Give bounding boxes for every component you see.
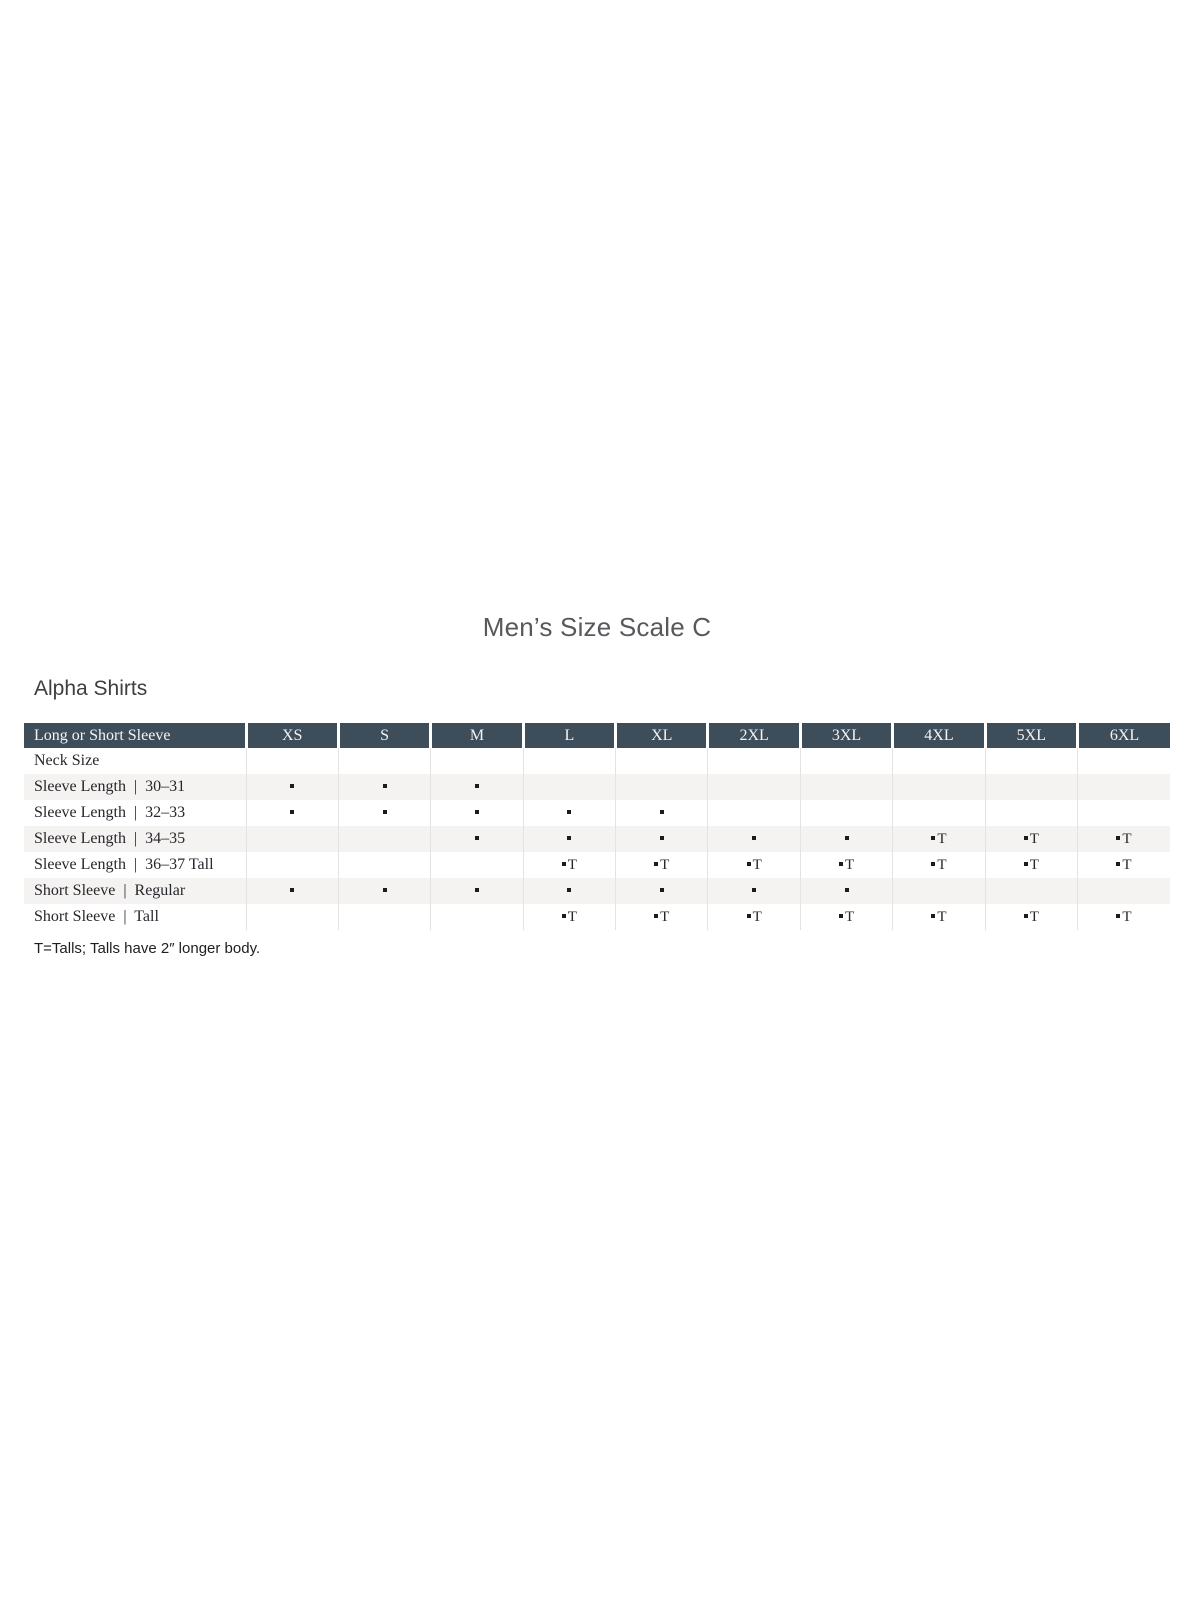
- size-cell: [431, 826, 523, 852]
- size-cell: [985, 904, 1077, 930]
- size-cell: [616, 904, 708, 930]
- dot-marker: [1116, 914, 1120, 918]
- tall-marker: T: [567, 857, 577, 873]
- column-header: 5XL: [985, 723, 1077, 748]
- dot-marker: [1116, 836, 1120, 840]
- dot-marker: [1116, 862, 1120, 866]
- page-title: Men’s Size Scale C: [482, 612, 712, 642]
- dot-marker: [1024, 836, 1028, 840]
- table-row: [24, 748, 1170, 774]
- tall-marker: T: [567, 909, 577, 925]
- dot-marker: [747, 862, 751, 866]
- size-cell: [985, 748, 1077, 774]
- column-header: 6XL: [1078, 723, 1170, 748]
- size-cell: [523, 852, 615, 878]
- dot-marker: [1024, 914, 1028, 918]
- size-cell: [893, 774, 985, 800]
- size-cell: [1078, 904, 1170, 930]
- size-cell: [246, 878, 338, 904]
- dot-marker: [845, 888, 849, 892]
- table-row: [24, 852, 1170, 878]
- size-cell: [246, 800, 338, 826]
- dot-marker: [1024, 862, 1028, 866]
- size-cell: [1078, 878, 1170, 904]
- tall-marker: T: [1029, 909, 1039, 925]
- header-label: Long or Short Sleeve: [24, 723, 246, 748]
- dot-marker: [567, 836, 571, 840]
- size-cell: [1078, 826, 1170, 852]
- size-cell: [523, 748, 615, 774]
- size-cell: [338, 800, 430, 826]
- row-label: Short Sleeve | Regular: [34, 882, 186, 899]
- column-header: 3XL: [800, 723, 892, 748]
- size-cell: [246, 748, 338, 774]
- dot-marker: [654, 914, 658, 918]
- size-cell: [616, 826, 708, 852]
- size-cell: [708, 852, 800, 878]
- size-cell: [800, 800, 892, 826]
- dot-marker: [475, 888, 479, 892]
- size-cell: [708, 878, 800, 904]
- dot-marker: [290, 888, 294, 892]
- tall-marker: T: [660, 909, 670, 925]
- size-cell: [893, 748, 985, 774]
- dot-marker: [747, 914, 751, 918]
- footnote: T=Talls; Talls have 2″ longer body.: [34, 940, 261, 957]
- header-row: [24, 723, 1170, 748]
- size-cell: [893, 800, 985, 826]
- dot-marker: [383, 810, 387, 814]
- size-cell: [616, 800, 708, 826]
- size-cell: [616, 774, 708, 800]
- column-header: XS: [246, 723, 338, 748]
- dot-marker: [475, 784, 479, 788]
- size-cell: [985, 774, 1077, 800]
- size-cell: [1078, 748, 1170, 774]
- dot-marker: [290, 784, 294, 788]
- size-cell: [985, 852, 1077, 878]
- column-header: 2XL: [708, 723, 800, 748]
- size-cell: [985, 800, 1077, 826]
- dot-marker: [839, 914, 843, 918]
- dot-marker: [845, 836, 849, 840]
- dot-marker: [567, 888, 571, 892]
- dot-marker: [931, 862, 935, 866]
- size-cell: [523, 774, 615, 800]
- tall-marker: T: [660, 857, 670, 873]
- dot-marker: [383, 784, 387, 788]
- size-cell: [523, 878, 615, 904]
- size-cell: [800, 826, 892, 852]
- size-cell: [523, 800, 615, 826]
- size-cell: [338, 852, 430, 878]
- size-cell: [708, 904, 800, 930]
- table-row: [24, 878, 1170, 904]
- tall-marker: T: [844, 857, 855, 873]
- size-cell: [431, 800, 523, 826]
- table-row: [24, 904, 1170, 930]
- row-label: Neck Size: [34, 752, 100, 769]
- dot-marker: [290, 810, 294, 814]
- table-row: [24, 774, 1170, 800]
- tall-marker: T: [1122, 857, 1132, 873]
- dot-marker: [475, 836, 479, 840]
- size-cell: [431, 904, 523, 930]
- size-cell: [708, 748, 800, 774]
- dot-marker: [660, 888, 664, 892]
- size-cell: [616, 748, 708, 774]
- dot-marker: [562, 862, 566, 866]
- size-cell: [893, 878, 985, 904]
- column-header: S: [338, 723, 430, 748]
- dot-marker: [752, 836, 756, 840]
- tall-marker: T: [844, 909, 855, 925]
- dot-marker: [752, 888, 756, 892]
- size-cell: [616, 852, 708, 878]
- column-header: L: [523, 723, 615, 748]
- size-cell: [338, 748, 430, 774]
- column-header: 4XL: [893, 723, 985, 748]
- dot-marker: [475, 810, 479, 814]
- size-cell: [246, 904, 338, 930]
- section-heading: Alpha Shirts: [34, 677, 148, 700]
- tall-marker: T: [937, 831, 947, 847]
- size-cell: [1078, 774, 1170, 800]
- size-cell: [893, 852, 985, 878]
- size-cell: [246, 774, 338, 800]
- column-header: XL: [616, 723, 708, 748]
- size-cell: [523, 904, 615, 930]
- row-label: Sleeve Length | 30–31: [34, 778, 186, 795]
- size-cell: [246, 852, 338, 878]
- size-cell: [800, 774, 892, 800]
- row-label: Sleeve Length | 32–33: [34, 804, 186, 821]
- row-label: Short Sleeve | Tall: [34, 908, 159, 925]
- size-cell: [708, 826, 800, 852]
- size-cell: [1078, 852, 1170, 878]
- dot-marker: [931, 914, 935, 918]
- tall-marker: T: [1122, 831, 1132, 847]
- table-row: [24, 800, 1170, 826]
- dot-marker: [931, 836, 935, 840]
- size-cell: [431, 748, 523, 774]
- table-row: [24, 826, 1170, 852]
- size-cell: [1078, 800, 1170, 826]
- size-cell: [523, 826, 615, 852]
- tall-marker: T: [1029, 831, 1039, 847]
- size-cell: [338, 826, 430, 852]
- tall-marker: T: [937, 857, 947, 873]
- dot-marker: [839, 862, 843, 866]
- dot-marker: [562, 914, 566, 918]
- size-cell: [246, 826, 338, 852]
- dot-marker: [567, 810, 571, 814]
- dot-marker: [660, 810, 664, 814]
- size-table: [24, 723, 1170, 930]
- tall-marker: T: [752, 909, 762, 925]
- dot-marker: [383, 888, 387, 892]
- size-cell: [800, 878, 892, 904]
- size-cell: [431, 774, 523, 800]
- tall-marker: T: [752, 857, 762, 873]
- size-cell: [708, 774, 800, 800]
- tall-marker: T: [1122, 909, 1132, 925]
- column-header: M: [431, 723, 523, 748]
- size-cell: [616, 878, 708, 904]
- size-cell: [893, 826, 985, 852]
- size-cell: [431, 878, 523, 904]
- size-cell: [800, 904, 892, 930]
- size-cell: [893, 904, 985, 930]
- size-cell: [338, 878, 430, 904]
- size-cell: [338, 904, 430, 930]
- row-label: Sleeve Length | 34–35: [34, 830, 186, 847]
- size-cell: [338, 774, 430, 800]
- size-cell: [800, 852, 892, 878]
- size-cell: [800, 748, 892, 774]
- size-cell: [708, 800, 800, 826]
- dot-marker: [654, 862, 658, 866]
- dot-marker: [660, 836, 664, 840]
- size-cell: [431, 852, 523, 878]
- row-label: Sleeve Length | 36–37 Tall: [34, 856, 214, 873]
- tall-marker: T: [1029, 857, 1039, 873]
- size-cell: [985, 878, 1077, 904]
- size-cell: [985, 826, 1077, 852]
- tall-marker: T: [937, 909, 947, 925]
